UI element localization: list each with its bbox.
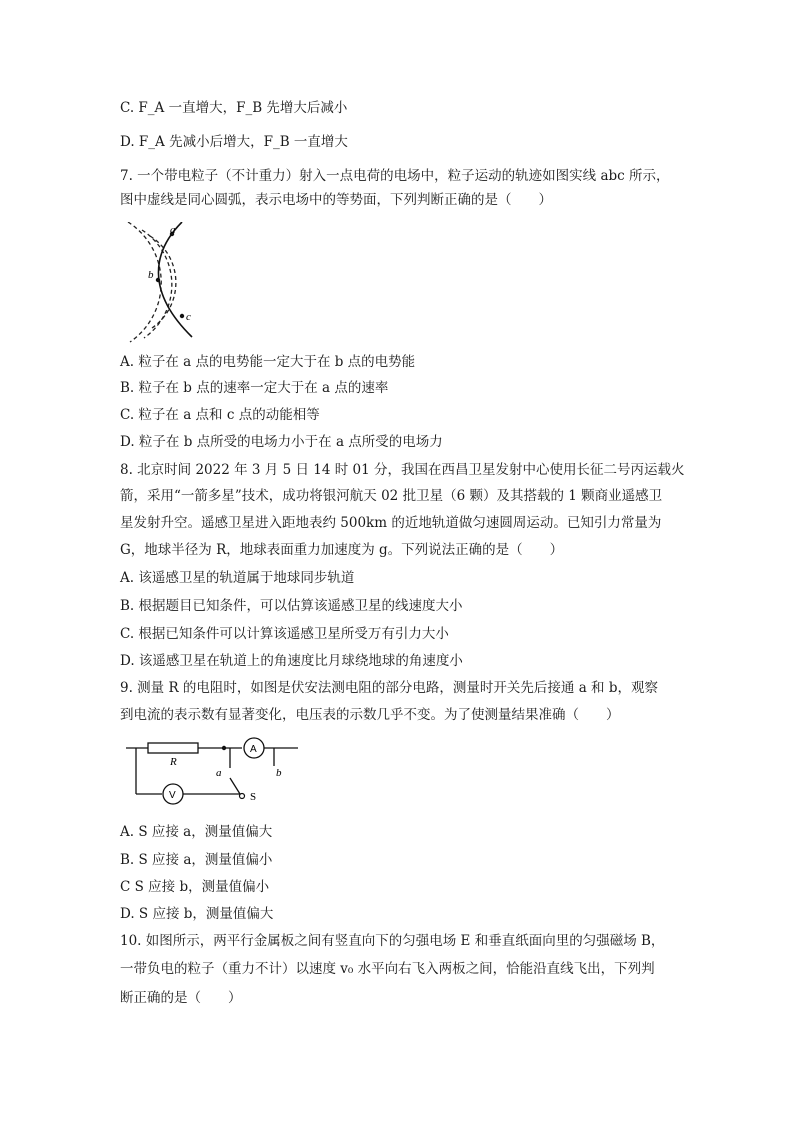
q8-option-a: A. 该遥感卫星的轨道属于地球同步轨道 (120, 570, 355, 586)
q8-option-d: D. 该遥感卫星在轨道上的角速度比月球绕地球的角速度小 (120, 653, 463, 669)
label-a: a (170, 224, 176, 236)
q9-stem-line-2: 到电流的表示数有显著变化，电压表的示数几乎不变。为了使测量结果准确（ ） (120, 707, 620, 723)
q9-stem-line-1: 9. 测量 R 的电阻时，如图是伏安法测电阻的部分电路，测量时开关先后接通 a 和 b，观察 (120, 680, 658, 696)
q7-option-c: C. 粒子在 a 点和 c 点的动能相等 (120, 407, 320, 423)
q9-option-a: A. S 应接 a，测量值偏大 (120, 824, 273, 840)
q6-option-d: D. F_A 先减小后增大，F_B 一直增大 (120, 134, 348, 150)
resistor-R (148, 743, 198, 753)
label-a: a (216, 767, 222, 779)
q8-stem-line-2: 箭，采用“一箭多星”技术，成功将银河航天 02 批卫星（6 颗）及其搭载的 1 颗商业遥感卫 (120, 488, 663, 504)
q9-option-d: D. S 应接 b，测量值偏大 (120, 906, 274, 922)
point-c (180, 314, 184, 318)
equipotential-arc-middle (142, 230, 172, 338)
q7-equipotential-figure (122, 222, 202, 344)
switch-pivot (240, 794, 245, 799)
label-A: A (250, 744, 257, 755)
q8-stem-line-3: 星发射升空。遥感卫星进入距地表约 500km 的近地轨道做匀速圆周运动。已知引力常量为 (120, 515, 662, 531)
switch-blade (230, 778, 240, 794)
q8-stem-line-4: G，地球半径为 R，地球表面重力加速度为 g。下列说法正确的是（ ） (120, 542, 564, 558)
q7-option-b: B. 粒子在 b 点的速率一定大于在 a 点的速率 (120, 380, 389, 396)
label-S: S (250, 791, 257, 803)
q7-stem-line-1: 7. 一个带电粒子（不计重力）射入一点电荷的电场中，粒子运动的轨迹如图实线 abc 所示， (120, 168, 670, 184)
q7-option-d: D. 粒子在 b 点所受的电场力小于在 a 点所受的电场力 (120, 434, 443, 450)
label-b: b (148, 269, 154, 281)
node-left (222, 746, 226, 750)
q10-stem-line-1: 10. 如图所示，两平行金属板之间有竖直向下的匀强电场 E 和垂直纸面向里的匀强磁场 B， (120, 933, 665, 949)
point-b (156, 278, 160, 282)
q6-option-c: C. F_A 一直增大，F_B 先增大后减小 (120, 100, 348, 116)
q7-option-a: A. 粒子在 a 点的电势能一定大于在 b 点的电势能 (120, 354, 416, 370)
label-b: b (276, 767, 282, 779)
q8-option-c: C. 根据已知条件可以计算该遥感卫星所受万有引力大小 (120, 626, 449, 642)
q10-stem-line-2: 一带负电的粒子（重力不计）以速度 v₀ 水平向右飞入两板之间，恰能沿直线飞出，下列判 (120, 961, 655, 977)
q8-option-b: B. 根据题目已知条件，可以估算该遥感卫星的线速度大小 (120, 598, 463, 614)
q9-circuit-figure (126, 734, 306, 810)
q9-option-c: C S 应接 b，测量值偏小 (120, 879, 270, 895)
q7-stem-line-2: 图中虚线是同心圆弧，表示电场中的等势面，下列判断正确的是（ ） (120, 192, 552, 208)
q10-stem-line-3: 断正确的是（ ） (120, 990, 242, 1006)
q9-option-b: B. S 应接 a，测量值偏小 (120, 852, 273, 868)
q8-stem-line-1: 8. 北京时间 2022 年 3 月 5 日 14 时 01 分，我国在西昌卫星发射中心使用长征二号丙运载火 (120, 462, 685, 478)
label-R: R (170, 756, 177, 768)
label-V: V (169, 790, 176, 801)
label-c: c (186, 311, 191, 323)
